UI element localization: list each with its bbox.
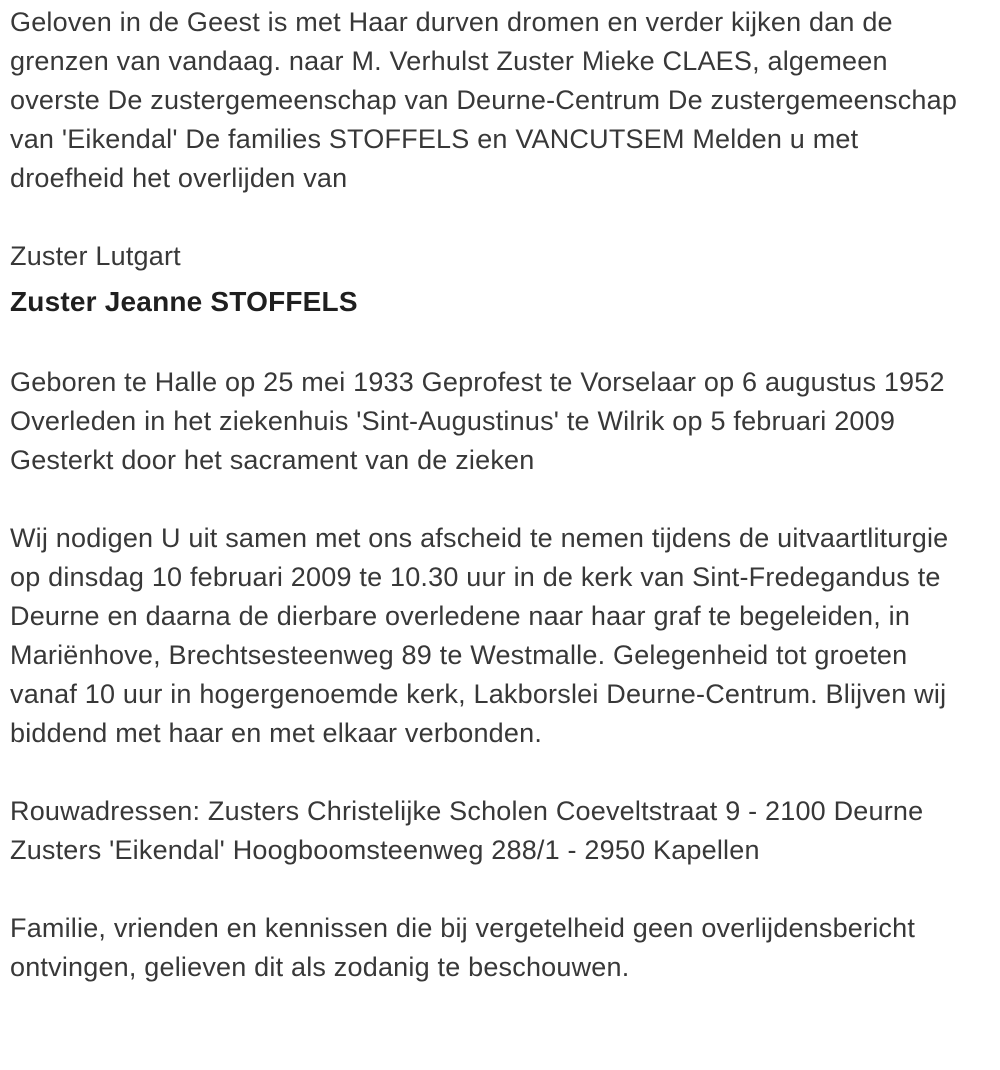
- deceased-full-name: Zuster Jeanne STOFFELS: [10, 286, 358, 317]
- apology-paragraph: Familie, vrienden en kennissen die bij vergetelheid geen overlijdensbericht ontvingen, gelieven dit als zodanig te beschouwen.: [10, 913, 916, 982]
- funeral-invitation-paragraph: Wij nodigen U uit samen met ons afscheid te nemen tijdens de uitvaartliturgie op dinsdag 10 februari 2009 te 10.30 uur in de kerk van Sint-Fredegandus te Deurne en daarna de dierbare overledene naar haar graf te begeleiden, in Mariënhove, Brechtsesteenweg 89 te Westmalle. Gelegenheid tot groeten vanaf 10 uur in hogergenoemde kerk, Lakborslei Deurne-Centrum. Blijven wij biddend met haar en met elkaar verbonden.: [10, 523, 949, 748]
- religious-name: Zuster Lutgart: [10, 241, 181, 271]
- intro-paragraph: Geloven in de Geest is met Haar durven dromen en verder kijken dan de grenzen van vandaag. naar M. Verhulst Zuster Mieke CLAES, algemeen overste De zustergemeenschap van Deurne-Centrum De zustergemeenschap van 'Eikendal' De families STOFFELS en VANCUTSEM Melden u met droefheid het overlijden van: [10, 7, 958, 193]
- life-dates-paragraph: Geboren te Halle op 25 mei 1933 Geprofest te Vorselaar op 6 augustus 1952 Overleden in het ziekenhuis 'Sint-Augustinus' te Wilrik op 5 februari 2009 Gesterkt door het sacrament van de zieken: [10, 367, 945, 475]
- mourning-addresses-paragraph: Rouwadressen: Zusters Christelijke Scholen Coeveltstraat 9 - 2100 Deurne Zusters 'Eikendal' Hoogboomsteenweg 288/1 - 2950 Kapellen: [10, 796, 924, 865]
